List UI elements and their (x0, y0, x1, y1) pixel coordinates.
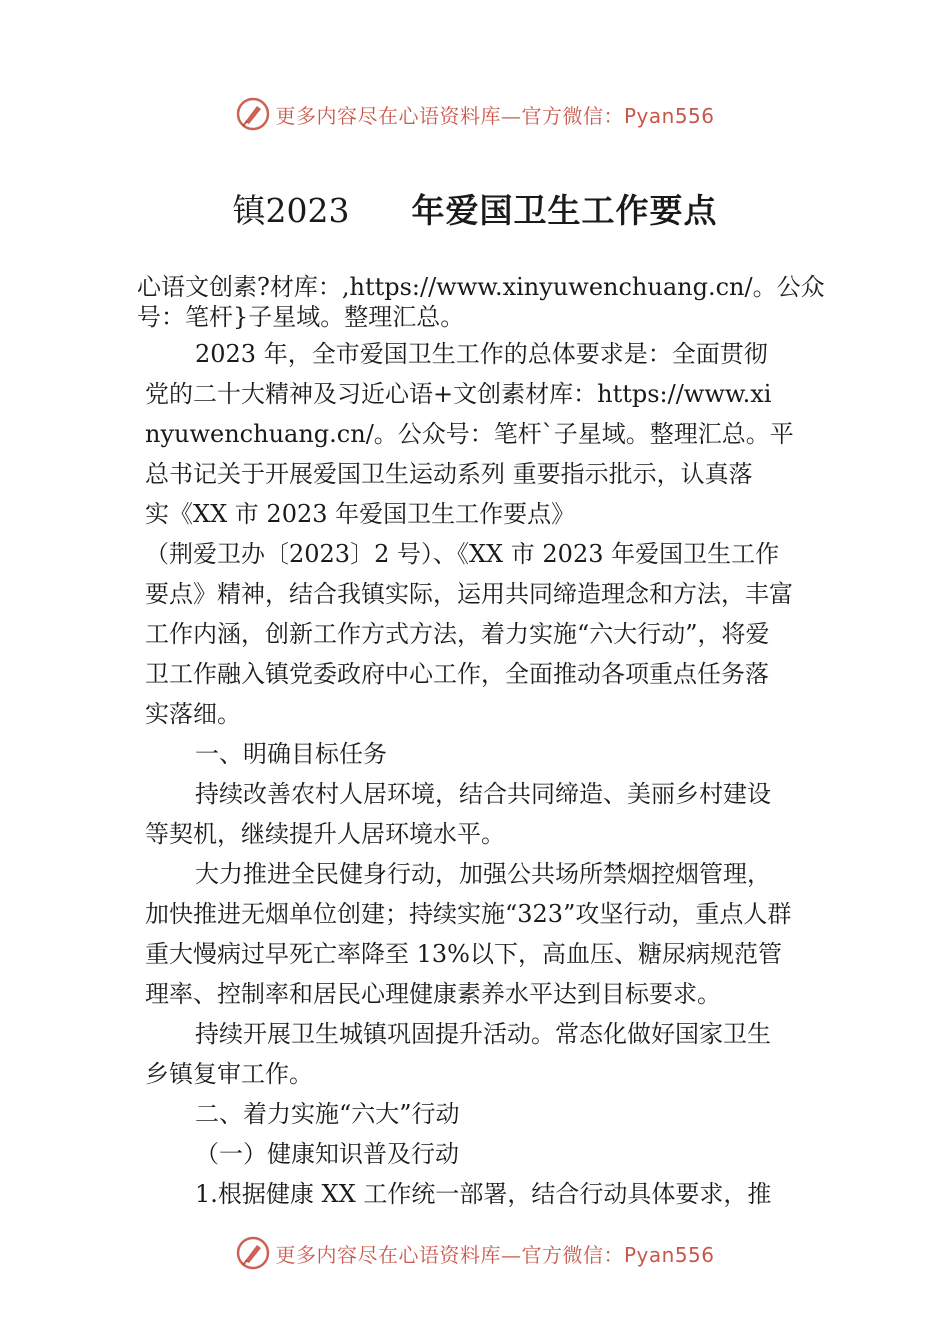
header-watermark-banner (0, 90, 950, 138)
body-line: （荆爱卫办〔2023〕2 号）、《XX 市 2023 年爱国卫生工作 (145, 540, 780, 568)
document-body (145, 334, 810, 1214)
banner-text (275, 1239, 714, 1268)
body-line: 2023 年，全市爱国卫生工作的总体要求是：全面贯彻 (195, 340, 768, 368)
banner-wechat-id: Pyan556 (623, 1242, 715, 1267)
section-heading: 二、着力实施“六大”行动 (195, 1100, 460, 1128)
banner-label: 更多内容尽在心语资料库—官方微信： (275, 1242, 624, 1267)
body-line: 要点》精神，结合我镇实际，运用共同缔造理念和方法，丰富 (145, 580, 793, 608)
body-line: 等契机，继续提升人居环境水平。 (145, 820, 505, 848)
section-heading: 一、明确目标任务 (195, 740, 387, 768)
body-line: 理率、控制率和居民心理健康素养水平达到目标要求。 (145, 980, 721, 1008)
brand-logo-icon (235, 96, 271, 132)
body-line: 重大慢病过早死亡率降至 13%以下，高血压、糖尿病规范管 (145, 940, 782, 968)
body-line: nyuwenchuang.cn/。公众号：笔杆`子星域。整理汇总。平 (145, 420, 794, 448)
subsection-heading: （一）健康知识普及行动 (195, 1140, 459, 1168)
body-line: 大力推进全民健身行动，加强公共场所禁烟控烟管理， (195, 860, 771, 888)
body-line: 持续改善农村人居环境，结合共同缔造、美丽乡村建设 (195, 780, 771, 808)
title-year: 镇2023 (232, 191, 350, 230)
body-line: 总书记关于开展爱国卫生运动系列 重要指示批示，认真落 (145, 460, 753, 488)
banner-text (275, 100, 714, 129)
body-line: 1.根据健康 XX 工作统一部署，结合行动具体要求，推 (195, 1180, 772, 1208)
document-title (0, 185, 950, 232)
body-line: 乡镇复审工作。 (145, 1060, 313, 1088)
banner-wechat-id: Pyan556 (623, 103, 715, 128)
footer-watermark-banner (0, 1229, 950, 1277)
body-line: 加快推进无烟单位创建；持续实施“323”攻坚行动，重点人群 (145, 900, 792, 928)
body-line: 卫工作融入镇党委政府中心工作，全面推动各项重点任务落 (145, 660, 769, 688)
source-notice-line: 号：笔杆}子星域。整理汇总。 (137, 303, 465, 331)
banner-label: 更多内容尽在心语资料库—官方微信： (275, 103, 624, 128)
brand-logo-icon (235, 1235, 271, 1271)
body-line: 实《XX 市 2023 年爱国卫生工作要点》 (145, 500, 576, 528)
title-main: 年爱国卫生工作要点 (411, 191, 718, 230)
body-line: 持续开展卫生城镇巩固提升活动。常态化做好国家卫生 (195, 1020, 771, 1048)
source-notice-line: 心语文创素?材库：,https://www.xinyuwenchuang.cn/。公众 (137, 273, 825, 301)
body-line: 党的二十大精神及习近心语+文创素材库：https://www.xi (145, 380, 772, 408)
source-notice (137, 272, 827, 332)
body-line: 工作内涵，创新工作方式方法，着力实施“六大行动”，将爱 (145, 620, 770, 648)
body-line: 实落细。 (145, 700, 241, 728)
